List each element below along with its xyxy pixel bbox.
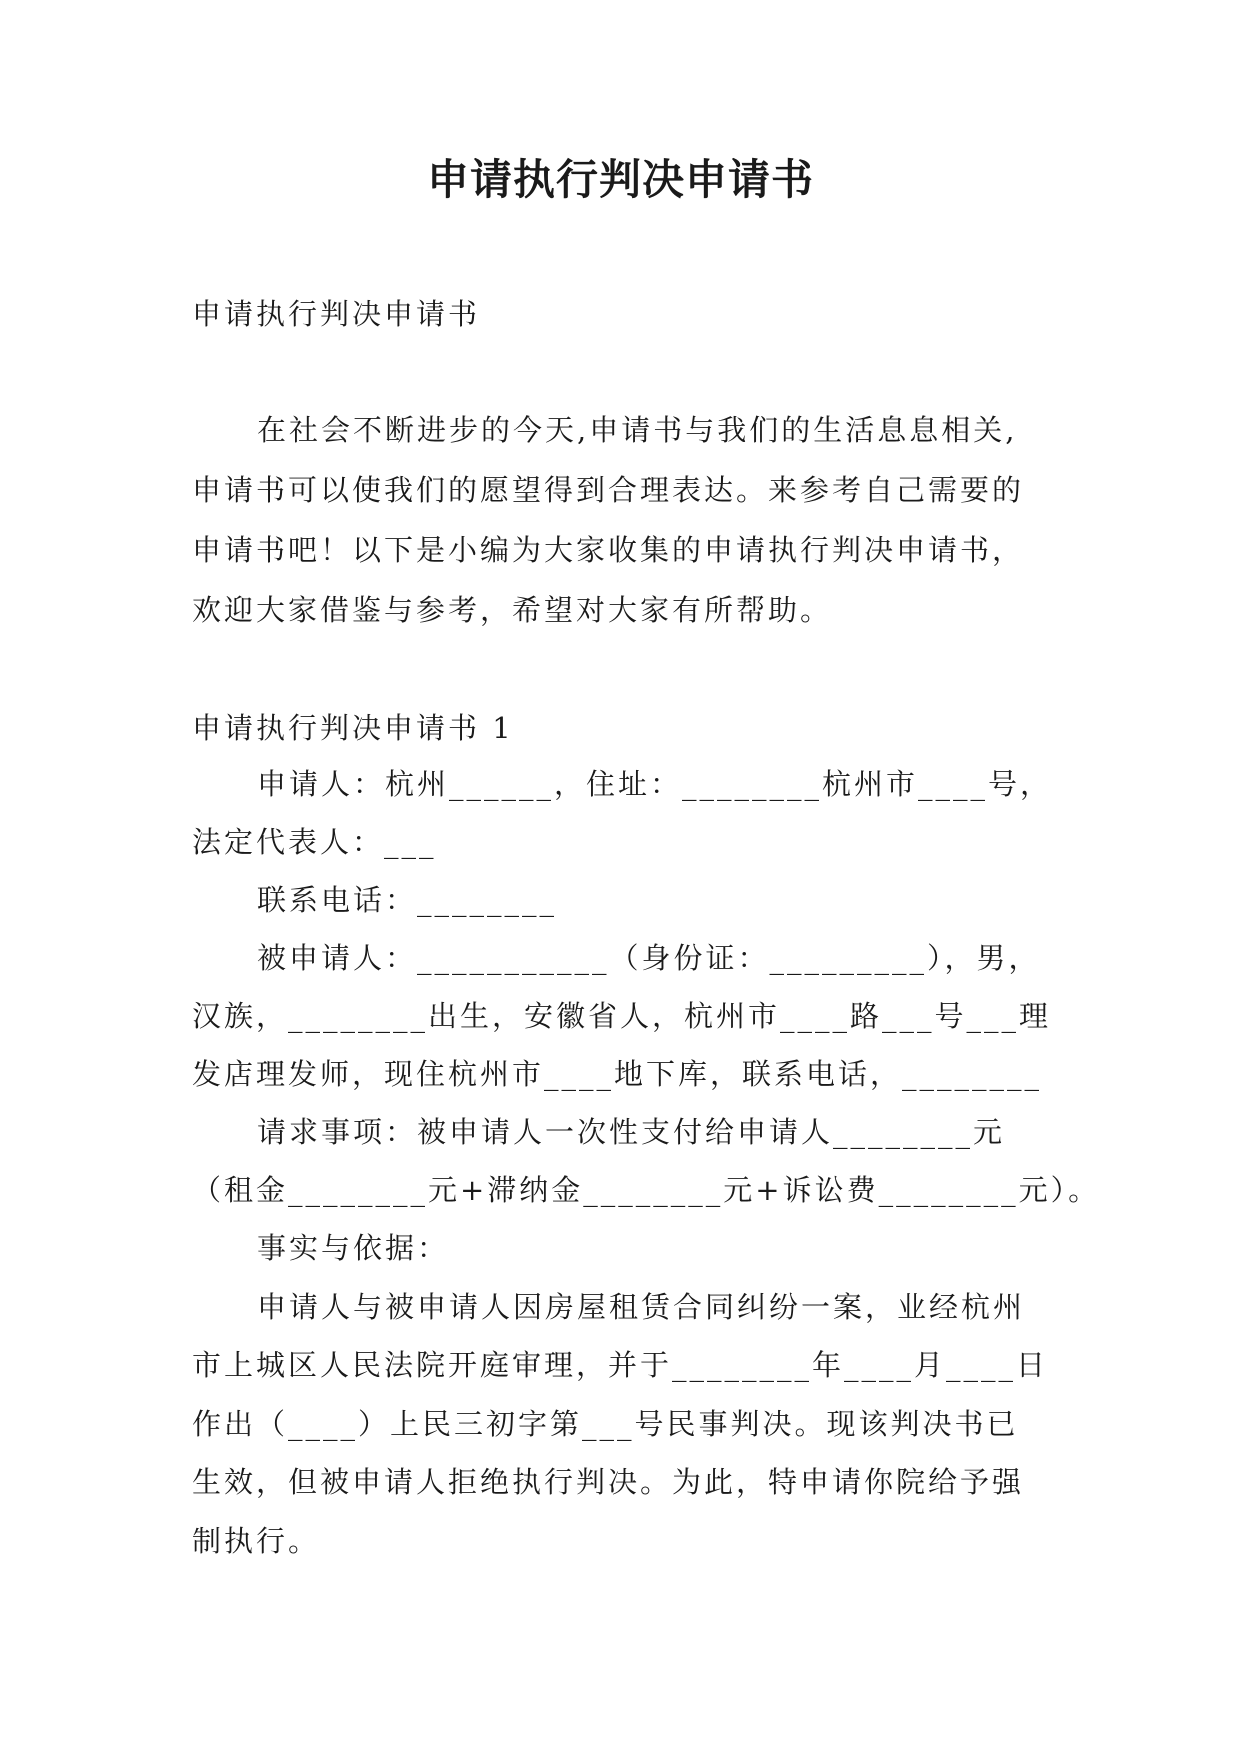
respondent-line: 被申请人：___________（身份证：_________），男， <box>257 941 1041 975</box>
respondent-line: 发店理发师，现住杭州市____地下库，联系电话，________ <box>192 1057 1043 1091</box>
facts-line: 作出（____）上民三初字第___号民事判决。现该判决书已 <box>192 1407 1019 1441</box>
facts-line: 申请人与被申请人因房屋租赁合同纠纷一案，业经杭州 <box>257 1290 1026 1324</box>
phone-line: 联系电话：________ <box>257 883 558 917</box>
applicant-line: 申请人：杭州______，住址：________杭州市____号， <box>257 767 1053 801</box>
document-subtitle: 申请执行判决申请书 <box>192 297 481 331</box>
request-line: （租金________元+滞纳金________元+诉讼费________元）。 <box>192 1173 1101 1207</box>
request-line: 请求事项：被申请人一次性支付给申请人________元 <box>257 1115 1006 1149</box>
intro-line: 申请书可以使我们的愿望得到合理表达。来参考自己需要的 <box>192 473 1025 507</box>
facts-heading: 事实与依据： <box>257 1231 450 1265</box>
intro-line: 申请书吧！以下是小编为大家收集的申请执行判决申请书， <box>192 533 1025 567</box>
facts-line: 制执行。 <box>192 1524 321 1558</box>
facts-line: 市上城区人民法院开庭审理，并于________年____月____日 <box>192 1348 1049 1382</box>
applicant-line: 法定代表人：___ <box>192 825 437 859</box>
respondent-line: 汉族，________出生，安徽省人，杭州市____路___号___理 <box>192 999 1052 1033</box>
facts-line: 生效，但被申请人拒绝执行判决。为此，特申请你院给予强 <box>192 1465 1025 1499</box>
intro-line: 欢迎大家借鉴与参考，希望对大家有所帮助。 <box>192 593 833 627</box>
document-title: 申请执行判决申请书 <box>426 155 814 204</box>
intro-line: 在社会不断进步的今天,申请书与我们的生活息息相关, <box>257 413 1018 447</box>
section-heading: 申请执行判决申请书 1 <box>192 711 514 745</box>
